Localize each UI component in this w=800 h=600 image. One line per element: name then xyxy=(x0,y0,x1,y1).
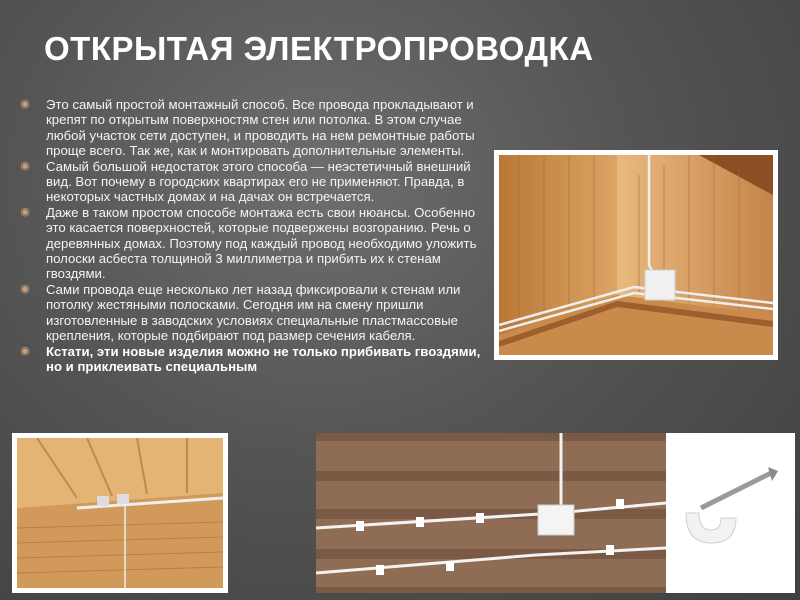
bullet-text: Самый большой недостаток этого способа — неэстетичный внешний вид. Вот почему в городских квартирах его не применяют. Правда, в некоторых частных домах и на дачах он встречается. xyxy=(46,158,471,205)
circle-bullet-icon: ◉ xyxy=(20,282,30,295)
photo-room-corner-wiring xyxy=(494,150,778,360)
photo-log-wall-wiring xyxy=(316,433,795,593)
circle-bullet-icon: ◉ xyxy=(20,205,30,218)
circle-bullet-icon: ◉ xyxy=(20,159,30,172)
bullet-item xyxy=(4,205,490,282)
bullet-list xyxy=(4,97,490,437)
circle-bullet-icon: ◉ xyxy=(20,98,30,110)
bullet-item xyxy=(4,344,490,375)
bullet-text: Кстати, эти новые изделия можно не только прибивать гвоздями, но и приклеивать специальным xyxy=(46,343,481,374)
circle-bullet-icon: ◉ xyxy=(20,344,30,357)
bullet-text: Сами провода еще несколько лет назад фиксировали к стенам или потолку жестяными полосками. Сегодня им на смену пришли изготовленные в заводских условиях специальные пластмассовые крепления, которые подбирают под размер сечения кабеля. xyxy=(46,281,461,344)
bullet-text: Даже в таком простом способе монтажа есть свои нюансы. Особенно это касается поверхностей, которые подвержены возгоранию. Речь о деревянных домах. Поэтому под каждый провод необходимо уложить полоски асбеста толщиной 3 миллиметра и прибить их к стенам гвоздями. xyxy=(46,204,477,282)
bullet-text: Это самый простой монтажный способ. Все провода прокладывают и крепят по открытым поверхностям стен или потолка. В этом случае любой участок сети доступен, и проводить на нем ремонтные работы проще всего. Так же, как и монтировать дополнительные элементы. xyxy=(46,97,475,159)
bullet-item xyxy=(4,282,490,344)
photo-ceiling-wiring xyxy=(12,433,228,593)
slide-title: ОТКРЫТАЯ ЭЛЕКТРОПРОВОДКА xyxy=(44,30,594,67)
bullet-item xyxy=(4,97,490,159)
bullet-item xyxy=(4,159,490,205)
